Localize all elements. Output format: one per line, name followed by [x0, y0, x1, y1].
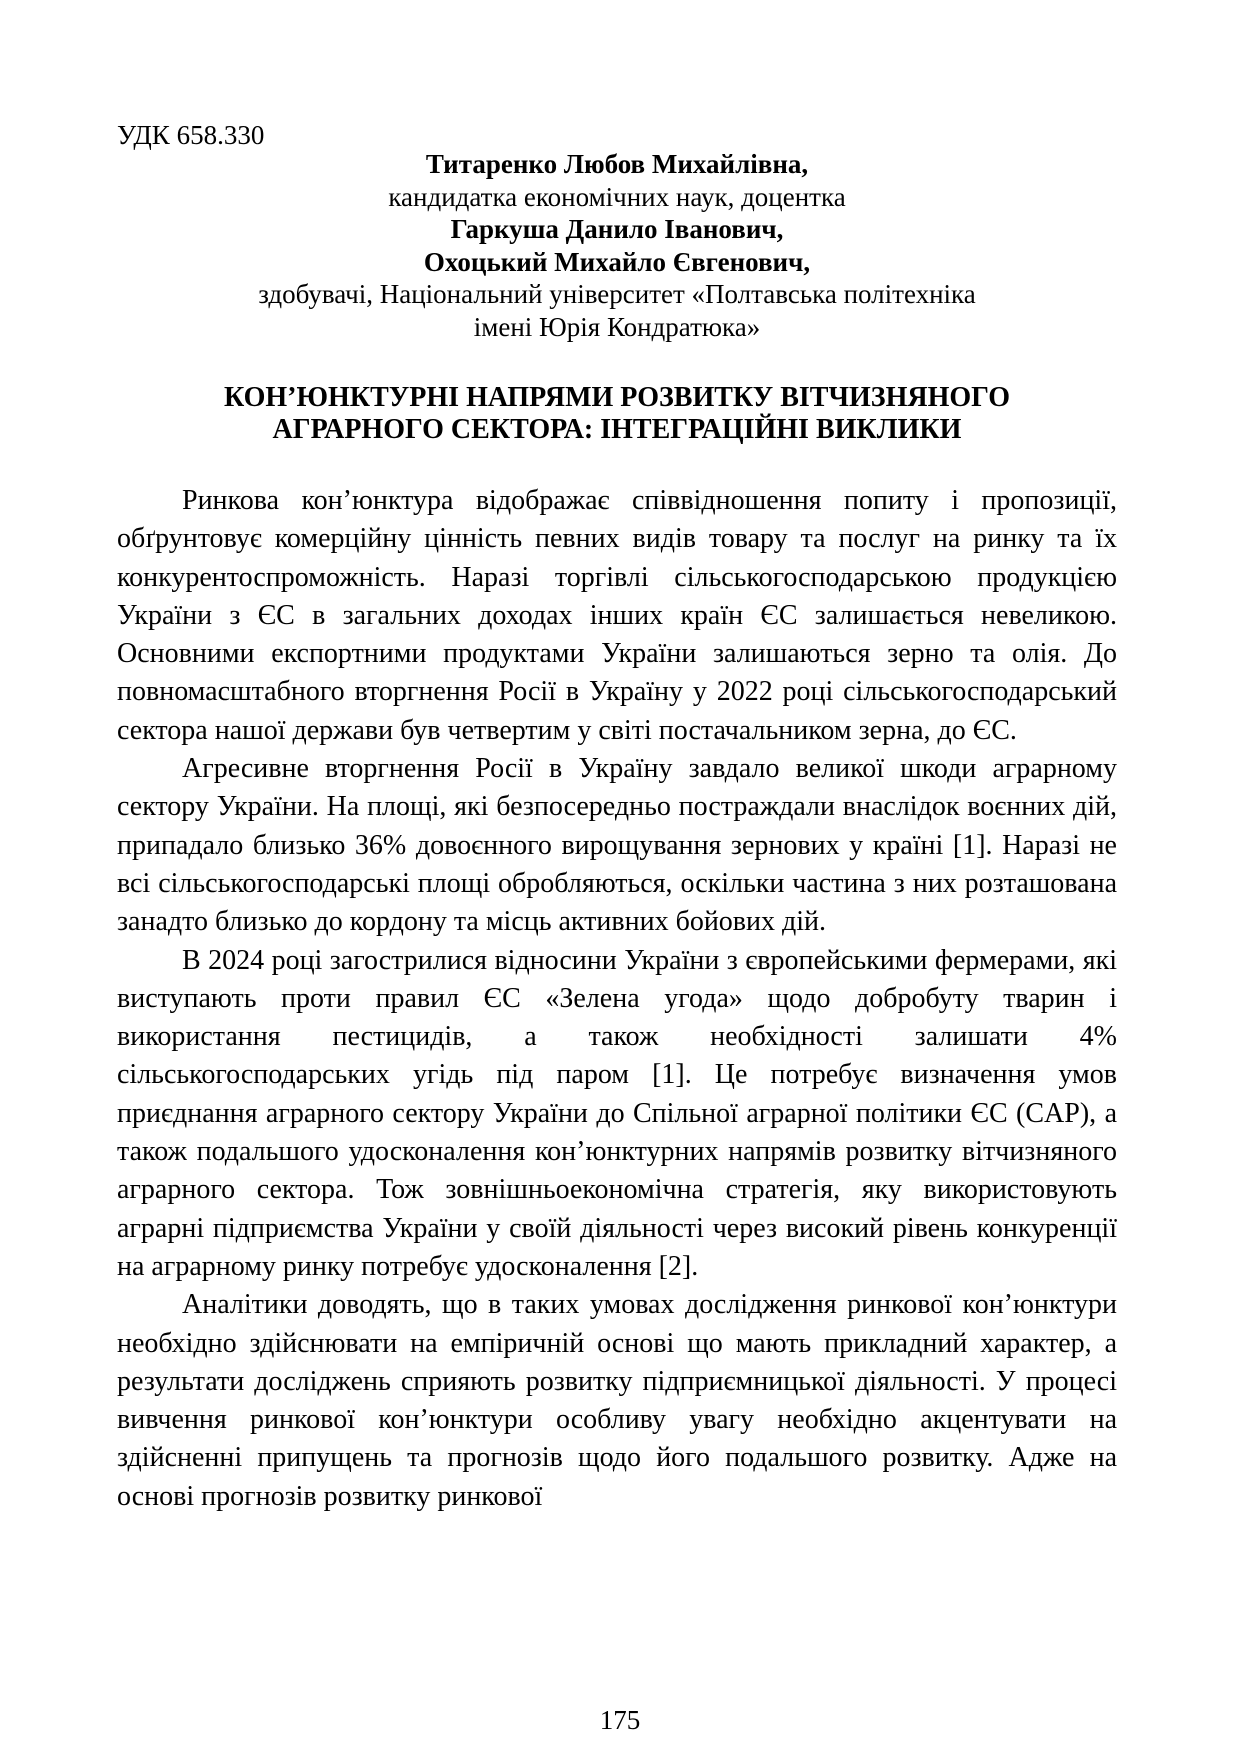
paper-title [117, 382, 1117, 446]
authors-block [117, 148, 1117, 343]
paragraph-4: Аналітики доводять, що в таких умовах дослідження ринкової кон’юнктури необхідно здійснювати на емпіричній основі що мають прикладний характер, а результати досліджень сприяють розвитку підприємницької діяльності. У процесі вивчення ринкової кон’юнктури особливу увагу необхідно акцентувати на здійсненні припущень та прогнозів щодо його подальшого розвитку. Адже на основі прогнозів розвитку ринкової [117, 1289, 1117, 1512]
author-1-title: кандидатка економічних наук, доцентка [388, 181, 846, 212]
page-number: 175 [599, 1705, 641, 1735]
author-3-name: Охоцький Михайло Євгенович, [423, 246, 811, 277]
author-2-name: Гаркуша Данило Іванович, [450, 214, 784, 244]
body-text [117, 482, 1117, 1516]
title-line-2: АГРАРНОГО СЕКТОРА: ІНТЕГРАЦІЙНІ ВИКЛИКИ [272, 414, 962, 445]
title-line-1: КОН’ЮНКТУРНІ НАПРЯМИ РОЗВИТКУ ВІТЧИЗНЯНОГО [223, 382, 1011, 413]
author-1-name: Титаренко Любов Михайлівна, [425, 149, 809, 179]
paragraph-2: Агресивне вторгнення Росії в Україну завдало великої шкоди аграрному сектору України. На площі, які безпосередньо постраждали внаслідок воєнних дій, припадало близько 36% довоєнного вирощування зернових у країні [1]. Наразі не всі сільськогосподарські площі обробляються, оскільки частина з них розташована занадто близько до кордону та місць активних бойових дій. [117, 753, 1117, 938]
affiliation-line-1: здобувачі, Національний університет «Полтавська політехніка [258, 279, 976, 309]
affiliation-line-2: імені Юрія Кондратюка» [473, 311, 761, 342]
paragraph-3: В 2024 році загострилися відносини України з європейськими фермерами, які виступають проти правил ЄС «Зелена угода» щодо добробуту тварин і використання пестицидів, а також необхідності залишати 4% сільськогосподарських угідь під паром [1]. Це потребує визначення умов приєднання аграрного сектору України до Спільної аграрної політики ЄС (CAP), а також подальшого удосконалення кон’юнктурних напрямів розвитку вітчизняного аграрного сектора. Тож зовнішньоекономічна стратегія, яку використовують аграрні підприємства України у своїй діяльності через високий рівень конкуренції на аграрному ринку потребує удосконалення [2]. [117, 944, 1117, 1282]
udc-code: УДК 658.330 [117, 120, 265, 150]
paragraph-1: Ринкова кон’юнктура відображає співвідношення попиту і пропозиції, обґрунтовує комерційну цінність певних видів товару та послуг на ринку та їх конкурентоспроможність. Наразі торгівлі сільськогосподарською продукцією України з ЄС в загальних доходах інших країн ЄС залишається невеликою. Основними експортними продуктами України залишаються зерно та олія. До повномасштабного вторгнення Росії в Україну у 2022 році сільськогосподарський сектора нашої держави був четвертим у світі постачальником зерна, до ЄС. [117, 485, 1117, 746]
